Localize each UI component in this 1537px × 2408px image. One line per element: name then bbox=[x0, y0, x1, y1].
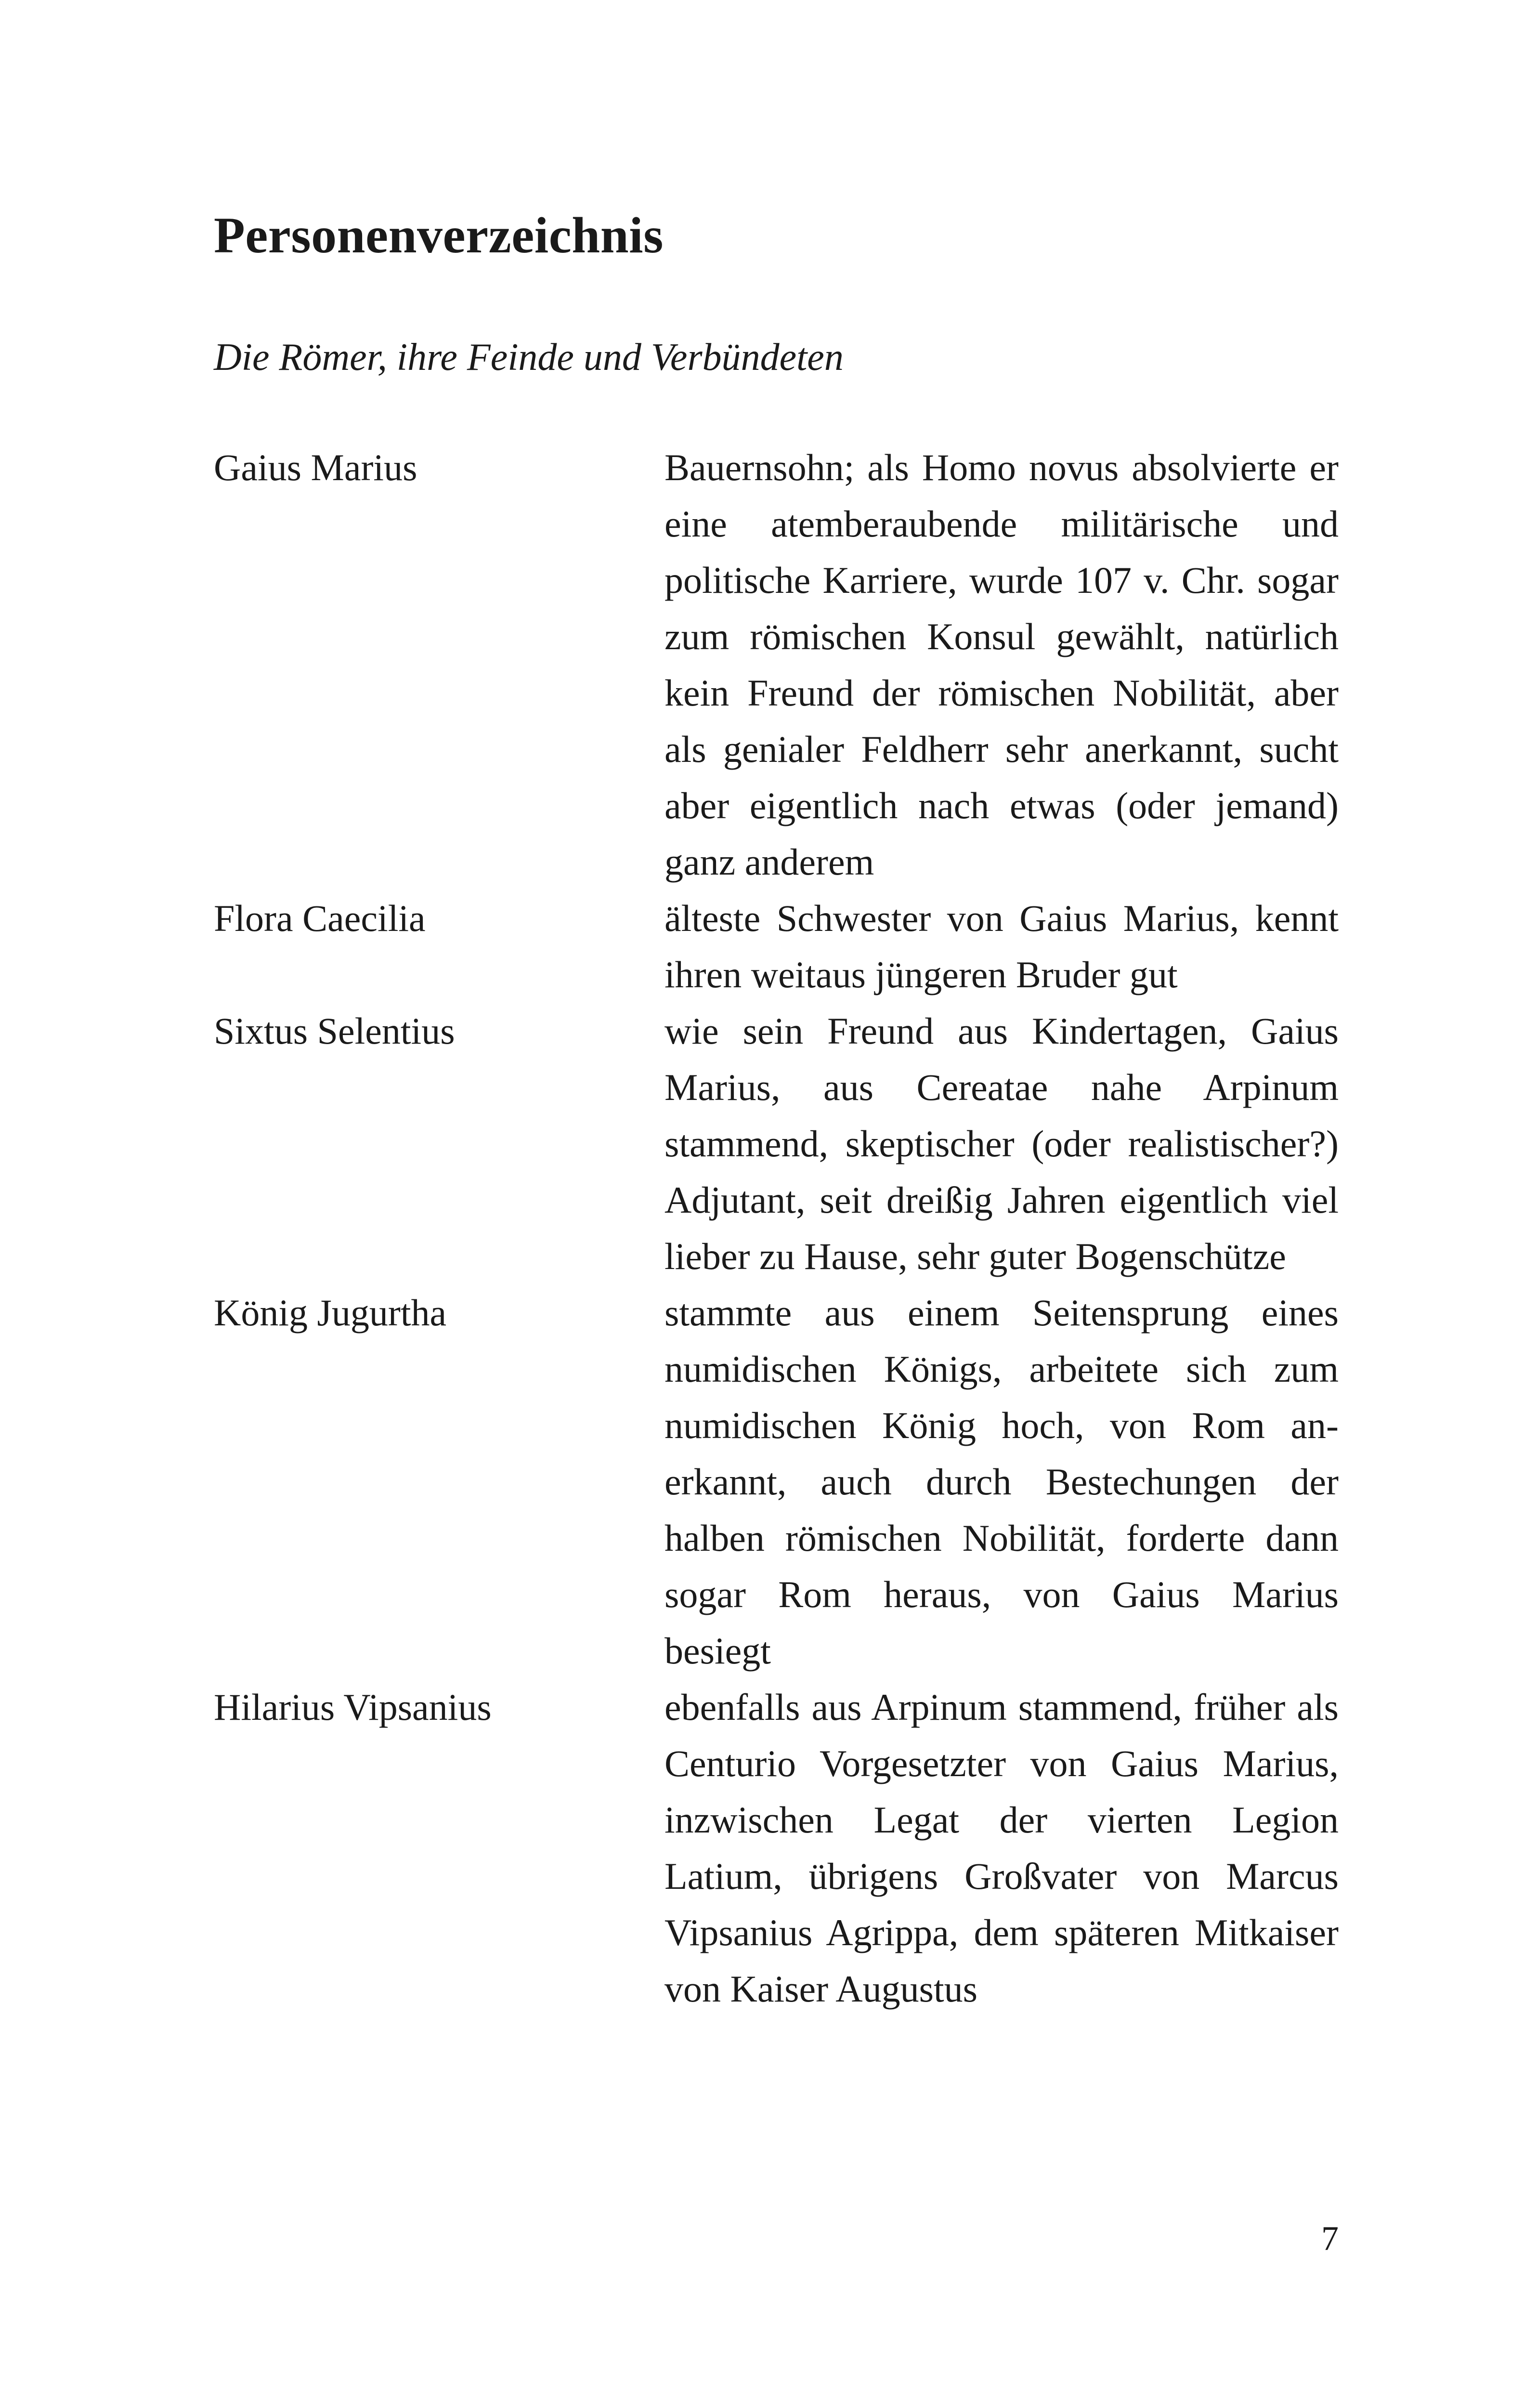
page-subtitle: Die Römer, ihre Feinde und Verbündeten bbox=[214, 336, 844, 379]
person-description: stammte aus einem Seitensprung eines numidischen Königs, arbeitete sich zum numidischen König hoch, von Rom anerkannt, auch durch Bestechungen der halben römischen Nobilität, forderte dann sogar Rom heraus, von Gaius Marius besiegt bbox=[664, 1292, 1339, 1672]
page-number: 7 bbox=[1321, 2219, 1339, 2258]
person-name: Flora Caecilia bbox=[214, 897, 426, 939]
person-name: Sixtus Selentius bbox=[214, 1010, 455, 1052]
person-entry-sixtus-selentius bbox=[214, 1003, 1339, 1284]
person-list bbox=[214, 439, 1339, 2017]
person-entry-hilarius-vipsanius bbox=[214, 1679, 1339, 2017]
person-entry-koenig-jugurtha bbox=[214, 1284, 1339, 1679]
person-entry-gaius-marius bbox=[214, 439, 1339, 890]
person-description: Bauernsohn; als Homo novus absolvierte er eine atemberaubende militärische und politische Karriere, wurde 107 v. Chr. sogar zum römischen Konsul gewählt, natürlich kein Freund der römischen Nobilität, aber als genialer Feldherr sehr anerkannt, sucht aber eigentlich nach etwas (oder jemand) ganz anderem bbox=[664, 446, 1339, 883]
person-name: Hilarius Vipsanius bbox=[214, 1686, 492, 1728]
person-description: ebenfalls aus Arpinum stammend, früher als Centurio Vorgesetzter von Gaius Marius, inzwischen Legat der vierten Legion Latium, übrigens Großvater von Marcus Vipsanius Agrippa, dem späteren Mitkaiser von Kaiser Augustus bbox=[664, 1686, 1339, 2010]
person-name: Gaius Marius bbox=[214, 446, 417, 488]
person-entry-flora-caecilia bbox=[214, 890, 1339, 1003]
person-name: König Jugurtha bbox=[214, 1292, 447, 1334]
page-title: Personenverzeichnis bbox=[214, 207, 664, 263]
person-description: älteste Schwester von Gaius Marius, kennt ihren weitaus jüngeren Bruder gut bbox=[664, 897, 1339, 995]
person-description: wie sein Freund aus Kindertagen, Gaius Marius, aus Cereatae nahe Arpinum stammend, skeptischer (oder realistischer?) Adjutant, seit dreißig Jahren eigentlich viel lieber zu Hause, sehr guter Bogenschütze bbox=[664, 1010, 1339, 1277]
